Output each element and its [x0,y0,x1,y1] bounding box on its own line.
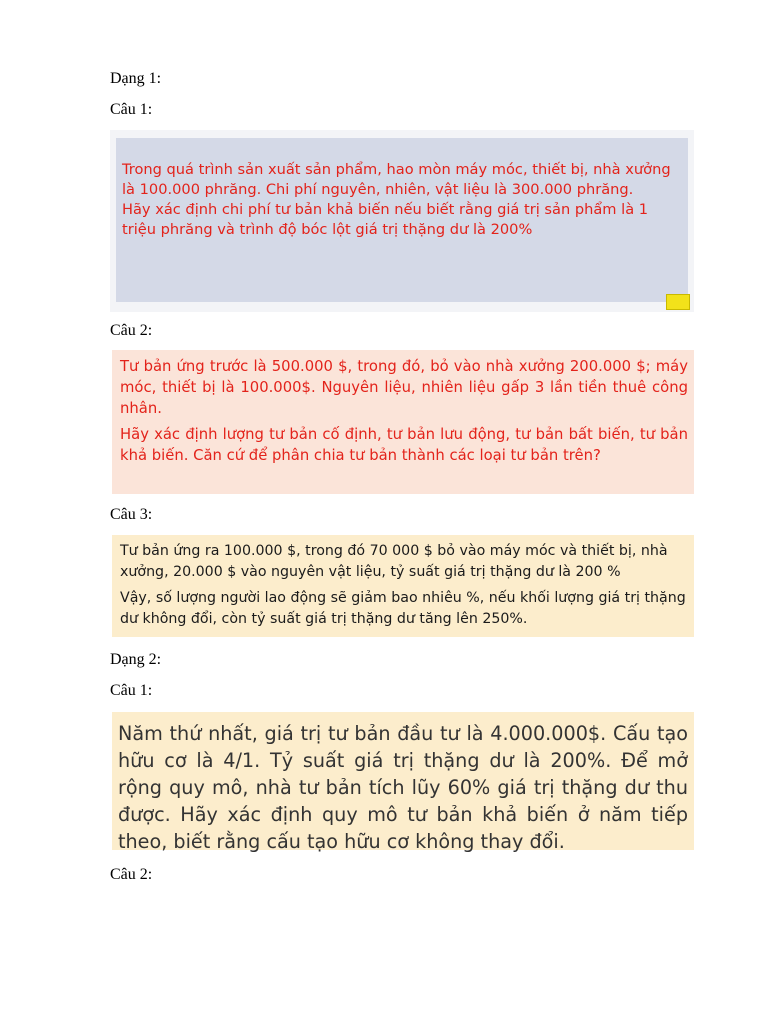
question-3-paragraph-1: Tư bản ứng ra 100.000 $, trong đó 70 000 $ bỏ vào máy móc và thiết bị, nhà xưởng, 20.000 $ vào nguyên vật liệu, tỷ suất giá trị thặng dư là 200 % [120,543,668,580]
question-1-text-line-2: Hãy xác định chi phí tư bản khả biến nếu biết rằng giá trị sản phẩm là 1 triệu phrăng và trình độ bóc lột giá trị thặng dư là 200% [122,201,649,238]
question-1-text-line-1: Trong quá trình sản xuất sản phẩm, hao mòn máy móc, thiết bị, nhà xưởng là 100.000 phrăng. Chi phí nguyên, nhiên, vật liệu là 300.000 phrăng. [122,161,671,198]
section-2-title: Dạng 2: [110,651,162,668]
section-2-question-1-image [112,712,694,853]
section-2-question-2-label: Câu 2: [110,866,153,883]
section-1-question-2-label: Câu 2: [110,322,153,339]
section-1-question-3-label: Câu 3: [110,506,153,523]
question-2-paragraph-1: Tư bản ứng trước là 500.000 $, trong đó, bỏ vào nhà xưởng 200.000 $; máy móc, thiết bị là 100.000$. Nguyên liệu, nhiên liệu gấp 3 lần tiền thuê công nhân. [120,358,688,417]
section-2-question-1-text: Năm thứ nhất, giá trị tư bản đầu tư là 4.000.000$. Cấu tạo hữu cơ là 4/1. Tỷ suất giá trị thặng dư là 200%. Để mở rộng quy mô, nhà tư bản tích lũy 60% giá trị thặng dư thu được. Hãy xác định quy mô tư bản khả biến ở năm tiếp theo, biết rằng cấu tạo hữu cơ không thay đổi. [118,722,688,853]
question-1-image-content [116,138,688,302]
section-2-question-1-label: Câu 1: [110,682,153,699]
question-3-paragraph-2: Vậy, số lượng người lao động sẽ giảm bao nhiêu %, nếu khối lượng giá trị thặng dư không đổi, còn tỷ suất giá trị thặng dư tăng lên 250%. [120,590,686,627]
question-1-image [110,130,694,312]
logo-icon [666,294,690,310]
section-1-question-1-label: Câu 1: [110,101,153,118]
section-1-title: Dạng 1: [110,70,162,87]
question-3-image [112,535,694,637]
question-2-image [112,350,694,494]
question-2-paragraph-2: Hãy xác định lượng tư bản cố định, tư bản lưu động, tư bản bất biến, tư bản khả biến. Căn cứ để phân chia tư bản thành các loại tư bản trên? [120,426,688,464]
